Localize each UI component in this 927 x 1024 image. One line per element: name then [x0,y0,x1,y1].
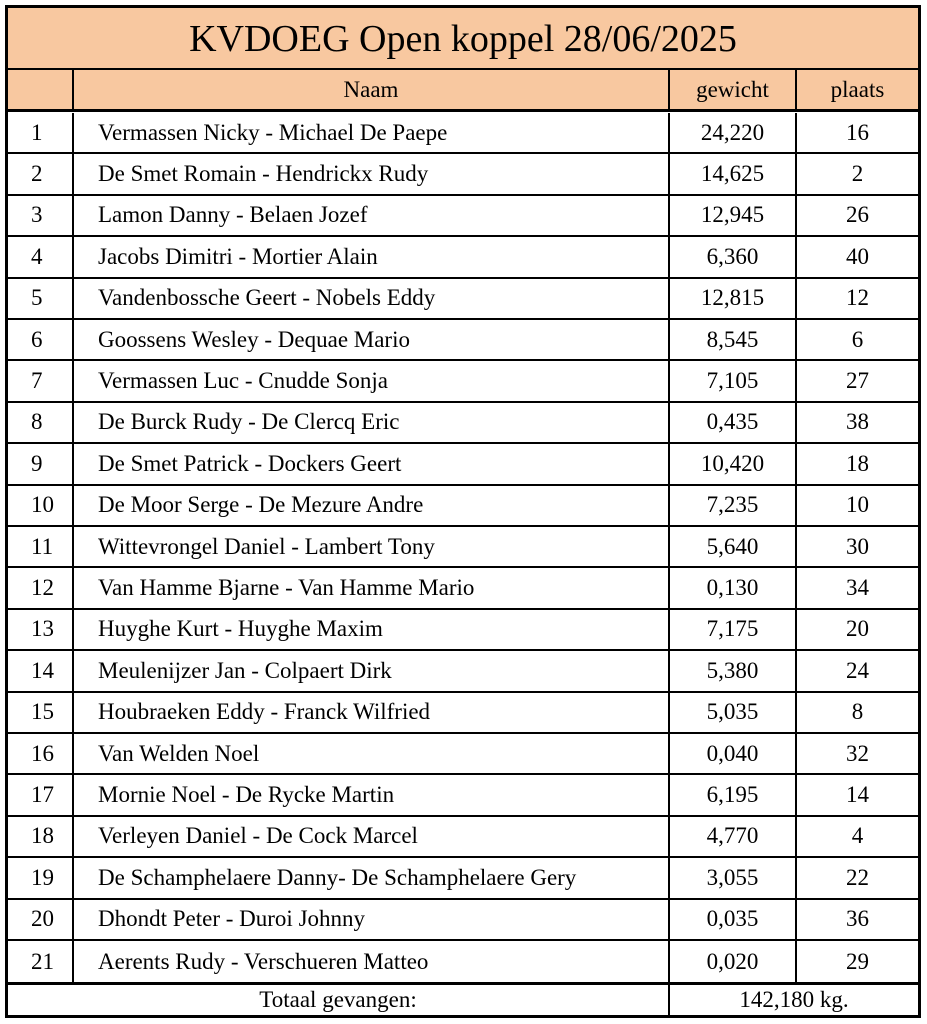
row-naam: Goossens Wesley - Dequae Mario [74,320,670,359]
row-plaats: 29 [846,948,869,974]
row-nr: 3 [8,196,74,235]
row-naam: De Burck Rudy - De Clercq Eric [74,403,670,442]
table-row [8,237,918,278]
row-naam: Vermassen Luc - Cnudde Sonja [74,361,670,400]
results-table [5,5,921,1018]
table-row [8,734,918,775]
row-nr: 9 [8,444,74,483]
header-gewicht: gewicht [670,70,797,109]
row-gewicht: 12,815 [670,279,797,318]
table-row [8,361,918,402]
row-nr: 4 [8,237,74,276]
row-plaats: 30 [846,533,869,559]
row-plaats: 20 [846,616,869,642]
row-nr: 5 [8,279,74,318]
row-nr: 11 [8,527,74,566]
table-title: KVDOEG Open koppel 28/06/2025 [8,8,918,70]
row-naam: Verleyen Daniel - De Cock Marcel [74,817,670,856]
row-naam: Lamon Danny - Belaen Jozef [74,196,670,235]
table-row [8,444,918,485]
row-nr: 1 [8,113,74,152]
row-naam: Vermassen Nicky - Michael De Paepe [74,113,670,152]
row-naam: De Smet Romain - Hendrickx Rudy [74,154,670,193]
row-naam: De Smet Patrick - Dockers Geert [74,444,670,483]
row-naam: Aerents Rudy - Verschueren Matteo [74,941,670,982]
row-naam: Vandenbossche Geert - Nobels Eddy [74,279,670,318]
row-gewicht: 0,040 [670,734,797,773]
row-plaats: 4 [851,823,864,849]
table-row [8,651,918,692]
row-plaats: 22 [846,864,869,890]
row-naam: Meulenijzer Jan - Colpaert Dirk [74,651,670,690]
row-nr: 12 [8,568,74,607]
row-plaats: 26 [846,202,869,228]
row-naam: Huyghe Kurt - Huyghe Maxim [74,610,670,649]
header-naam: Naam [74,70,670,109]
row-naam: De Schamphelaere Danny- De Schamphelaere Gery [74,858,670,897]
row-plaats: 8 [851,699,864,725]
row-plaats: 18 [846,450,869,476]
row-gewicht: 7,175 [670,610,797,649]
row-naam: Jacobs Dimitri - Mortier Alain [74,237,670,276]
row-gewicht: 8,545 [670,320,797,359]
row-nr: 15 [8,693,74,732]
row-nr: 8 [8,403,74,442]
table-row [8,941,918,982]
row-naam: De Moor Serge - De Mezure Andre [74,486,670,525]
row-nr: 21 [8,941,74,982]
table-row [8,817,918,858]
table-row [8,775,918,816]
table-row [8,527,918,568]
row-naam: Houbraeken Eddy - Franck Wilfried [74,693,670,732]
row-plaats: 14 [846,782,869,808]
total-value: 142,180 kg. [739,987,849,1013]
row-plaats: 24 [846,657,869,683]
row-gewicht: 7,105 [670,361,797,400]
row-plaats: 40 [846,243,869,269]
table-row [8,858,918,899]
row-nr: 14 [8,651,74,690]
row-plaats: 16 [846,119,869,145]
row-nr: 17 [8,775,74,814]
row-gewicht: 5,035 [670,693,797,732]
row-naam: Mornie Noel - De Rycke Martin [74,775,670,814]
table-row [8,279,918,320]
row-plaats: 6 [851,326,864,352]
row-plaats: 12 [846,285,869,311]
row-gewicht: 12,945 [670,196,797,235]
row-plaats: 34 [846,575,869,601]
row-nr: 2 [8,154,74,193]
row-nr: 20 [8,900,74,939]
row-gewicht: 0,130 [670,568,797,607]
table-row [8,403,918,444]
row-naam: Wittevrongel Daniel - Lambert Tony [74,527,670,566]
table-row [8,113,918,154]
row-naam: Van Hamme Bjarne - Van Hamme Mario [74,568,670,607]
header-row [8,70,918,112]
table-row [8,610,918,651]
row-gewicht: 6,195 [670,775,797,814]
row-nr: 19 [8,858,74,897]
row-gewicht: 4,770 [670,817,797,856]
row-gewicht: 0,035 [670,900,797,939]
table-row [8,900,918,941]
row-nr: 18 [8,817,74,856]
row-gewicht: 10,420 [670,444,797,483]
header-nr [8,70,74,109]
total-label: Totaal gevangen: [8,985,670,1015]
row-plaats: 10 [846,492,869,518]
row-plaats: 38 [846,409,869,435]
table-row [8,196,918,237]
table-row [8,693,918,734]
row-plaats: 36 [846,906,869,932]
row-plaats: 2 [851,161,864,187]
row-gewicht: 5,380 [670,651,797,690]
row-nr: 13 [8,610,74,649]
row-naam: Van Welden Noel [74,734,670,773]
row-gewicht: 5,640 [670,527,797,566]
row-nr: 10 [8,486,74,525]
table-row [8,486,918,527]
table-row [8,320,918,361]
row-nr: 6 [8,320,74,359]
row-nr: 16 [8,734,74,773]
table-row [8,568,918,609]
row-gewicht: 14,625 [670,154,797,193]
total-row [8,982,918,1015]
row-gewicht: 3,055 [670,858,797,897]
row-gewicht: 6,360 [670,237,797,276]
row-plaats: 27 [846,368,869,394]
row-gewicht: 24,220 [670,113,797,152]
table-row [8,154,918,195]
row-nr: 7 [8,361,74,400]
row-naam: Dhondt Peter - Duroi Johnny [74,900,670,939]
header-plaats: plaats [830,76,885,102]
row-gewicht: 0,435 [670,403,797,442]
row-plaats: 32 [846,740,869,766]
row-gewicht: 7,235 [670,486,797,525]
row-gewicht: 0,020 [670,941,797,982]
